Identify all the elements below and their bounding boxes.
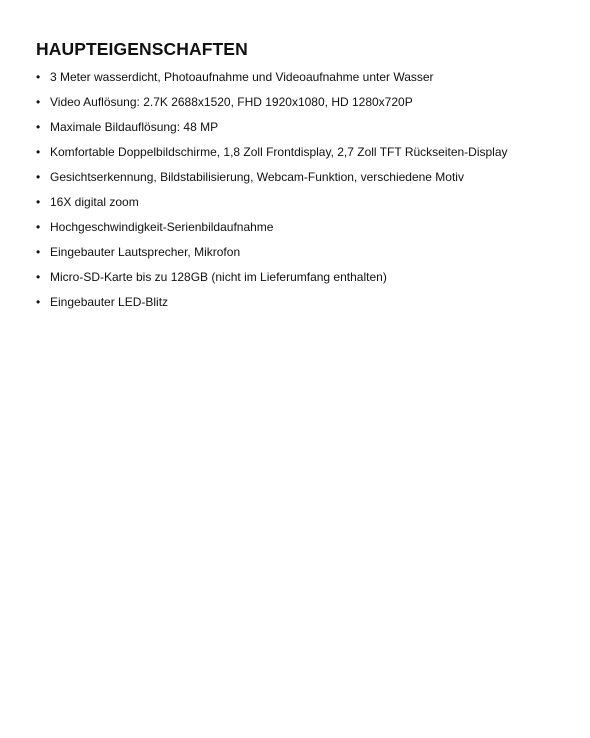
list-item: [36, 295, 560, 310]
list-item-text: 3 Meter wasserdicht, Photoaufnahme und Videoaufnahme unter Wasser: [50, 70, 434, 84]
list-item: [36, 270, 560, 285]
bullet-icon: •: [36, 220, 41, 234]
list-item-text: 16X digital zoom: [50, 195, 139, 209]
list-item: [36, 95, 560, 110]
bullet-icon: •: [36, 120, 41, 134]
list-item-text: Hochgeschwindigkeit-Serienbildaufnahme: [50, 220, 274, 234]
bullet-icon: •: [36, 270, 41, 284]
list-item: [36, 220, 560, 235]
feature-list: [36, 70, 560, 310]
bullet-icon: •: [36, 170, 41, 184]
list-item-text: Eingebauter LED-Blitz: [50, 295, 169, 309]
bullet-icon: •: [36, 245, 41, 259]
list-item-text: Eingebauter Lautsprecher, Mikrofon: [50, 245, 241, 259]
bullet-icon: •: [36, 145, 41, 159]
list-item-text: Komfortable Doppelbildschirme, 1,8 Zoll Frontdisplay, 2,7 Zoll TFT Rückseiten-Display: [50, 145, 508, 159]
bullet-icon: •: [36, 70, 41, 84]
list-item: [36, 195, 560, 210]
bullet-icon: •: [36, 95, 41, 109]
list-item: [36, 245, 560, 260]
page-title: HAUPTEIGENSCHAFTEN: [36, 39, 248, 59]
bullet-icon: •: [36, 195, 41, 209]
list-item-text: Gesichtserkennung, Bildstabilisierung, Webcam-Funktion, verschiedene Motiv: [50, 170, 464, 184]
list-item-text: Micro-SD-Karte bis zu 128GB (nicht im Lieferumfang enthalten): [50, 270, 387, 284]
list-item: [36, 170, 560, 185]
list-item: [36, 145, 560, 160]
bullet-icon: •: [36, 295, 41, 309]
list-item: [36, 120, 560, 135]
list-item: [36, 70, 560, 85]
list-item-text: Maximale Bildauflösung: 48 MP: [50, 120, 219, 134]
list-item-text: Video Auflösung: 2.7K 2688x1520, FHD 1920x1080, HD 1280x720P: [50, 95, 413, 109]
